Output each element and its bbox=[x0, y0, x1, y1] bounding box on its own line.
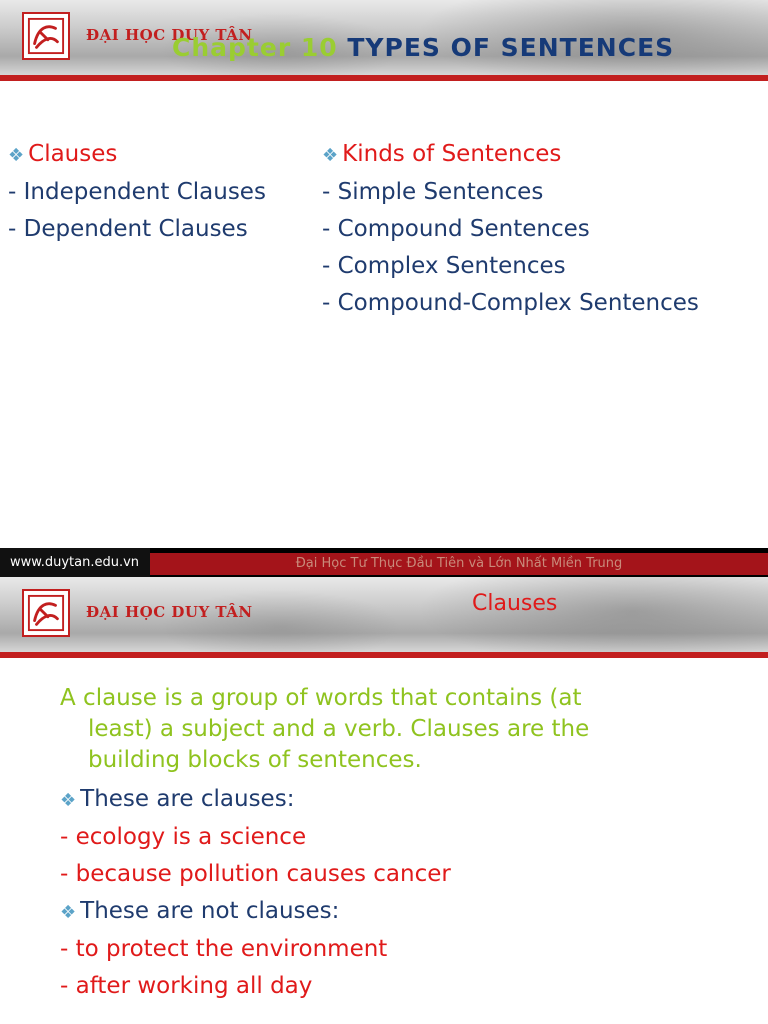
logo-icon bbox=[27, 594, 65, 632]
paragraph-line: least) a subject and a verb. Clauses are the bbox=[88, 716, 590, 742]
list-item: - Compound Sentences bbox=[322, 216, 590, 242]
slide-title bbox=[172, 33, 674, 62]
list-item: after working all day bbox=[75, 973, 313, 999]
dash: - bbox=[60, 861, 76, 887]
slide-header bbox=[0, 577, 768, 652]
slide-header bbox=[0, 0, 768, 75]
university-name: ĐẠI HỌC DUY TÂN bbox=[86, 603, 253, 621]
clauses-examples-heading: These are clauses: bbox=[80, 786, 295, 812]
list-item: - Dependent Clauses bbox=[8, 216, 248, 242]
examples-list bbox=[60, 781, 451, 1005]
university-name: ĐẠI HỌC DUY TÂN bbox=[86, 26, 253, 44]
footer-motto: Đại Học Tư Thục Đầu Tiên và Lớn Nhất Miền Trung bbox=[150, 553, 768, 575]
diamond-bullet-icon: ❖ bbox=[60, 790, 77, 811]
slide-2 bbox=[0, 577, 768, 1024]
paragraph-line: building blocks of sentences. bbox=[88, 747, 422, 773]
list-item: - Compound-Complex Sentences bbox=[322, 290, 699, 316]
list-item: to protect the environment bbox=[75, 936, 388, 962]
diamond-bullet-icon: ❖ bbox=[8, 145, 25, 166]
university-logo bbox=[22, 589, 70, 637]
dash: - bbox=[60, 824, 76, 850]
list-item: because pollution causes cancer bbox=[75, 861, 451, 887]
slide-footer bbox=[0, 548, 768, 577]
title-text: TYPES OF SENTENCES bbox=[347, 33, 675, 62]
footer-url[interactable]: www.duytan.edu.vn bbox=[0, 548, 150, 577]
definition-paragraph bbox=[60, 683, 710, 776]
non-clauses-examples-heading: These are not clauses: bbox=[80, 898, 340, 924]
logo-icon bbox=[27, 17, 65, 55]
dash: - bbox=[60, 936, 76, 962]
dash: - bbox=[60, 973, 76, 999]
list-item: - Simple Sentences bbox=[322, 179, 544, 205]
list-item: ecology is a science bbox=[75, 824, 307, 850]
kinds-list bbox=[322, 136, 699, 322]
header-decoration bbox=[380, 577, 768, 652]
clauses-list bbox=[8, 136, 266, 248]
paragraph-line: A clause is a group of words that contains (at bbox=[60, 685, 582, 711]
list-item: - Independent Clauses bbox=[8, 179, 266, 205]
university-logo bbox=[22, 12, 70, 60]
kinds-heading: Kinds of Sentences bbox=[342, 141, 562, 167]
clauses-heading: Clauses bbox=[28, 141, 118, 167]
slide-title: Clauses bbox=[472, 591, 558, 616]
list-item: - Complex Sentences bbox=[322, 253, 566, 279]
title-chapter: Chapter 10 bbox=[172, 33, 338, 62]
diamond-bullet-icon: ❖ bbox=[60, 902, 77, 923]
diamond-bullet-icon: ❖ bbox=[322, 145, 339, 166]
header-red-bar bbox=[0, 652, 768, 658]
header-red-bar bbox=[0, 75, 768, 81]
